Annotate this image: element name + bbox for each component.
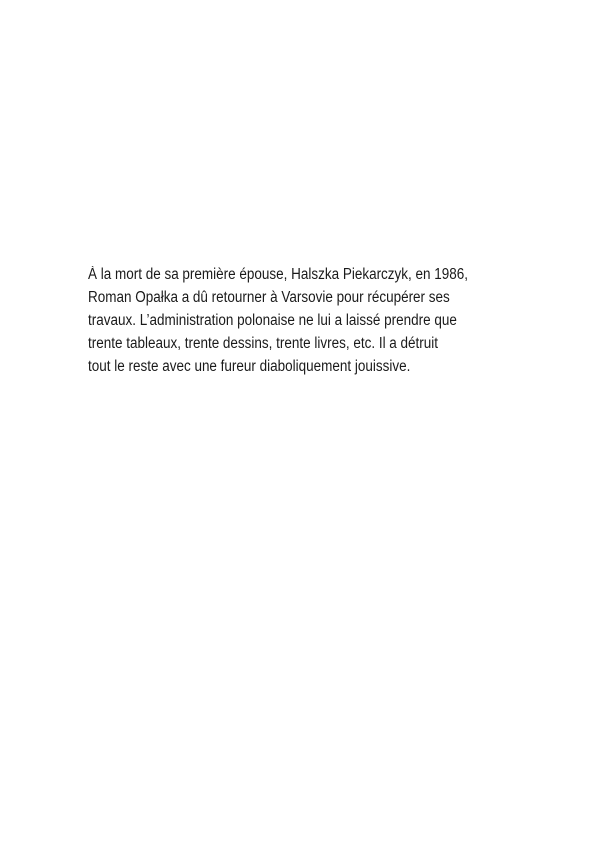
- paragraph-line-4: trente tableaux, trente dessins, trente livres, etc. Il a détruit: [88, 335, 439, 352]
- paragraph-line-2: Roman Opałka a dû retourner à Varsovie pour récupérer ses: [88, 289, 450, 306]
- body-paragraph: [88, 263, 488, 378]
- paragraph-line-5: tout le reste avec une fureur diaboliquement jouissive.: [88, 358, 411, 375]
- paragraph-line-3: travaux. L’administration polonaise ne lui a laissé prendre que: [88, 312, 457, 329]
- paragraph-line-1: À la mort de sa première épouse, Halszka Piekarczyk, en 1986,: [88, 266, 469, 283]
